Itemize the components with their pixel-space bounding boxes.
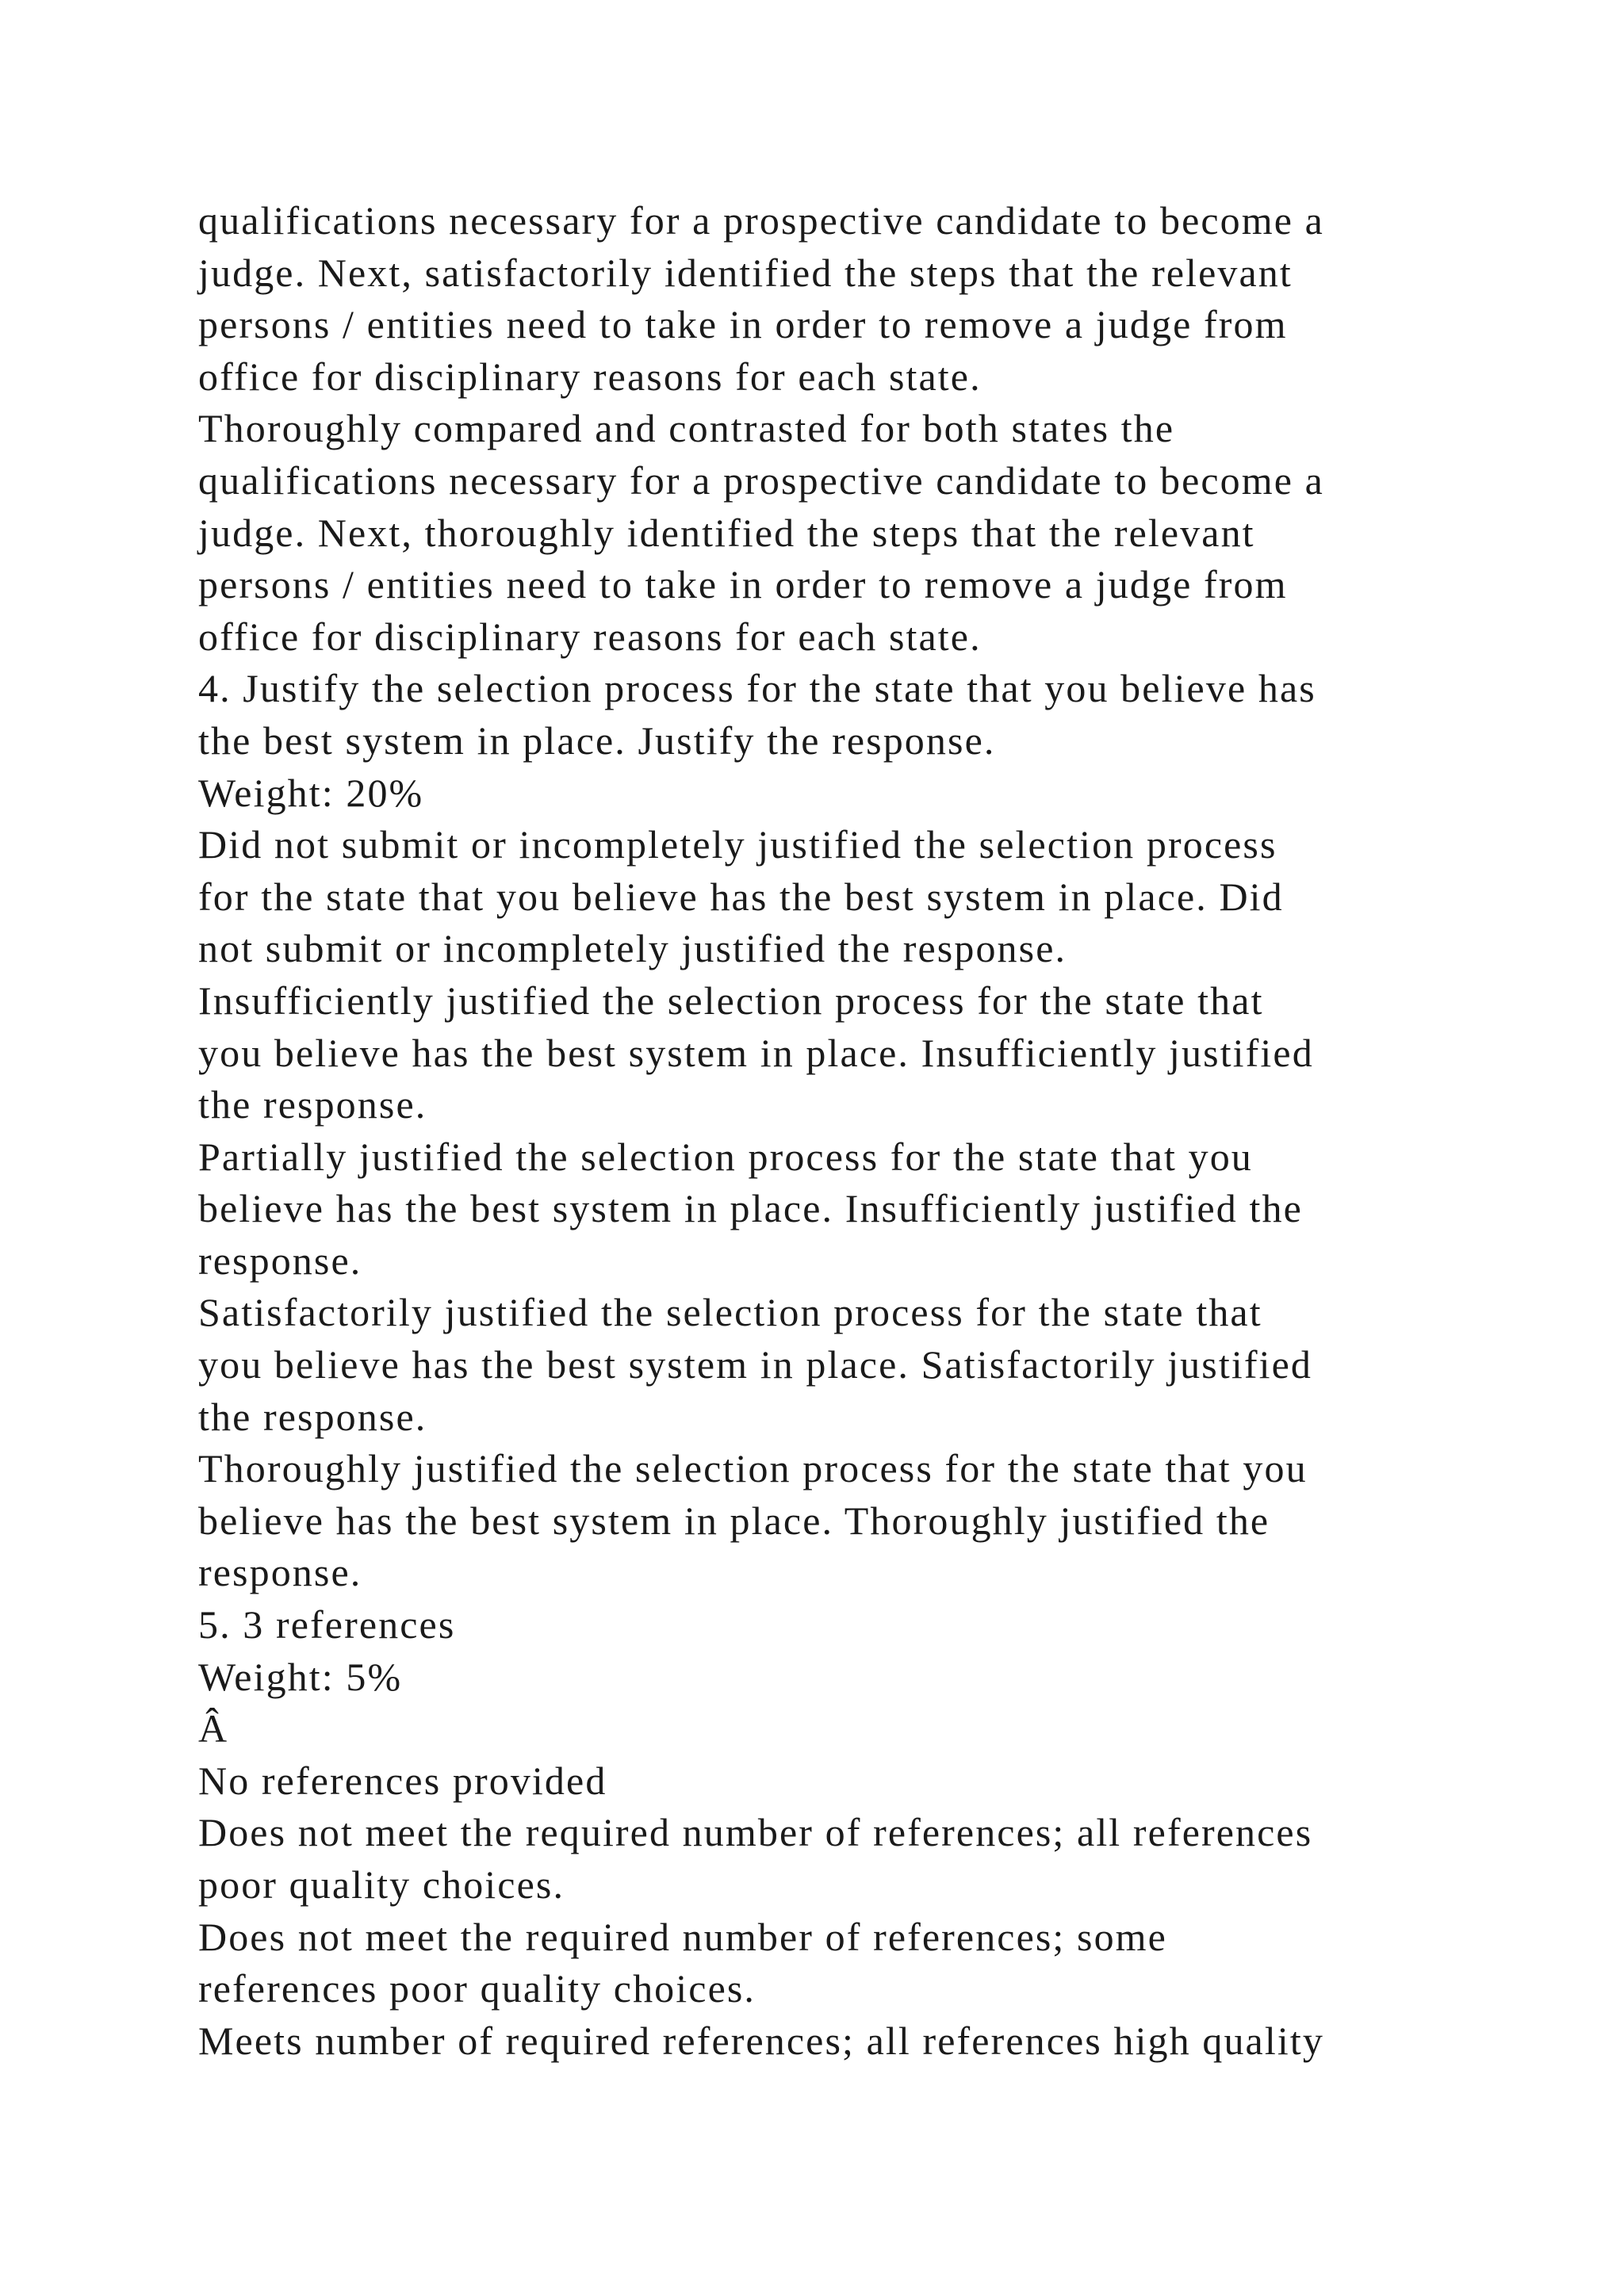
text-line: the response. (198, 1082, 427, 1127)
text-line: not submit or incompletely justified the response. (198, 926, 1067, 971)
weight-label: Weight: 20% (198, 770, 424, 815)
text-line: believe has the best system in place. Insufficiently justified the (198, 1186, 1303, 1231)
text-line: persons / entities need to take in order to remove a judge from (198, 562, 1288, 607)
text-line: qualifications necessary for a prospective candidate to become a (198, 457, 1324, 503)
text-line: Did not submit or incompletely justified the selection process (198, 822, 1277, 867)
section-heading: 4. Justify the selection process for the state that you believe has (198, 666, 1316, 711)
text-line: judge. Next, thoroughly identified the steps that the relevant (198, 510, 1255, 555)
text-line: judge. Next, satisfactorily identified the steps that the relevant (198, 250, 1293, 295)
weight-label: Weight: 5% (198, 1654, 403, 1699)
document-page (198, 195, 1435, 2067)
text-line: Does not meet the required number of references; all references (198, 1810, 1313, 1855)
text-line: Partially justified the selection process for the state that you (198, 1134, 1253, 1179)
text-line: Meets number of required references; all references high quality (198, 2018, 1324, 2063)
text-line: response. (198, 1550, 362, 1595)
text-line: the best system in place. Justify the response. (198, 718, 996, 763)
text-line: you believe has the best system in place. Insufficiently justified (198, 1030, 1314, 1075)
text-line: office for disciplinary reasons for each state. (198, 614, 982, 659)
text-line: Thoroughly justified the selection process for the state that you (198, 1446, 1308, 1491)
text-line: poor quality choices. (198, 1862, 565, 1907)
text-line: Insufficiently justified the selection process for the state that (198, 978, 1264, 1023)
text-line: persons / entities need to take in order to remove a judge from (198, 302, 1288, 347)
text-line: Â (198, 1706, 229, 1751)
text-line: Thoroughly compared and contrasted for both states the (198, 406, 1175, 451)
section-heading: 5. 3 references (198, 1602, 456, 1647)
text-line: Does not meet the required number of references; some (198, 1914, 1167, 1959)
text-line: for the state that you believe has the best system in place. Did (198, 874, 1284, 919)
text-line: references poor quality choices. (198, 1966, 756, 2011)
text-line: the response. (198, 1394, 427, 1439)
text-line: believe has the best system in place. Thoroughly justified the (198, 1498, 1270, 1543)
text-line: office for disciplinary reasons for each state. (198, 354, 982, 399)
text-line: qualifications necessary for a prospective candidate to become a (198, 198, 1324, 243)
text-line: Satisfactorily justified the selection process for the state that (198, 1290, 1262, 1335)
text-line: you believe has the best system in place. Satisfactorily justified (198, 1342, 1312, 1387)
text-line: No references provided (198, 1758, 607, 1803)
text-line: response. (198, 1238, 362, 1283)
